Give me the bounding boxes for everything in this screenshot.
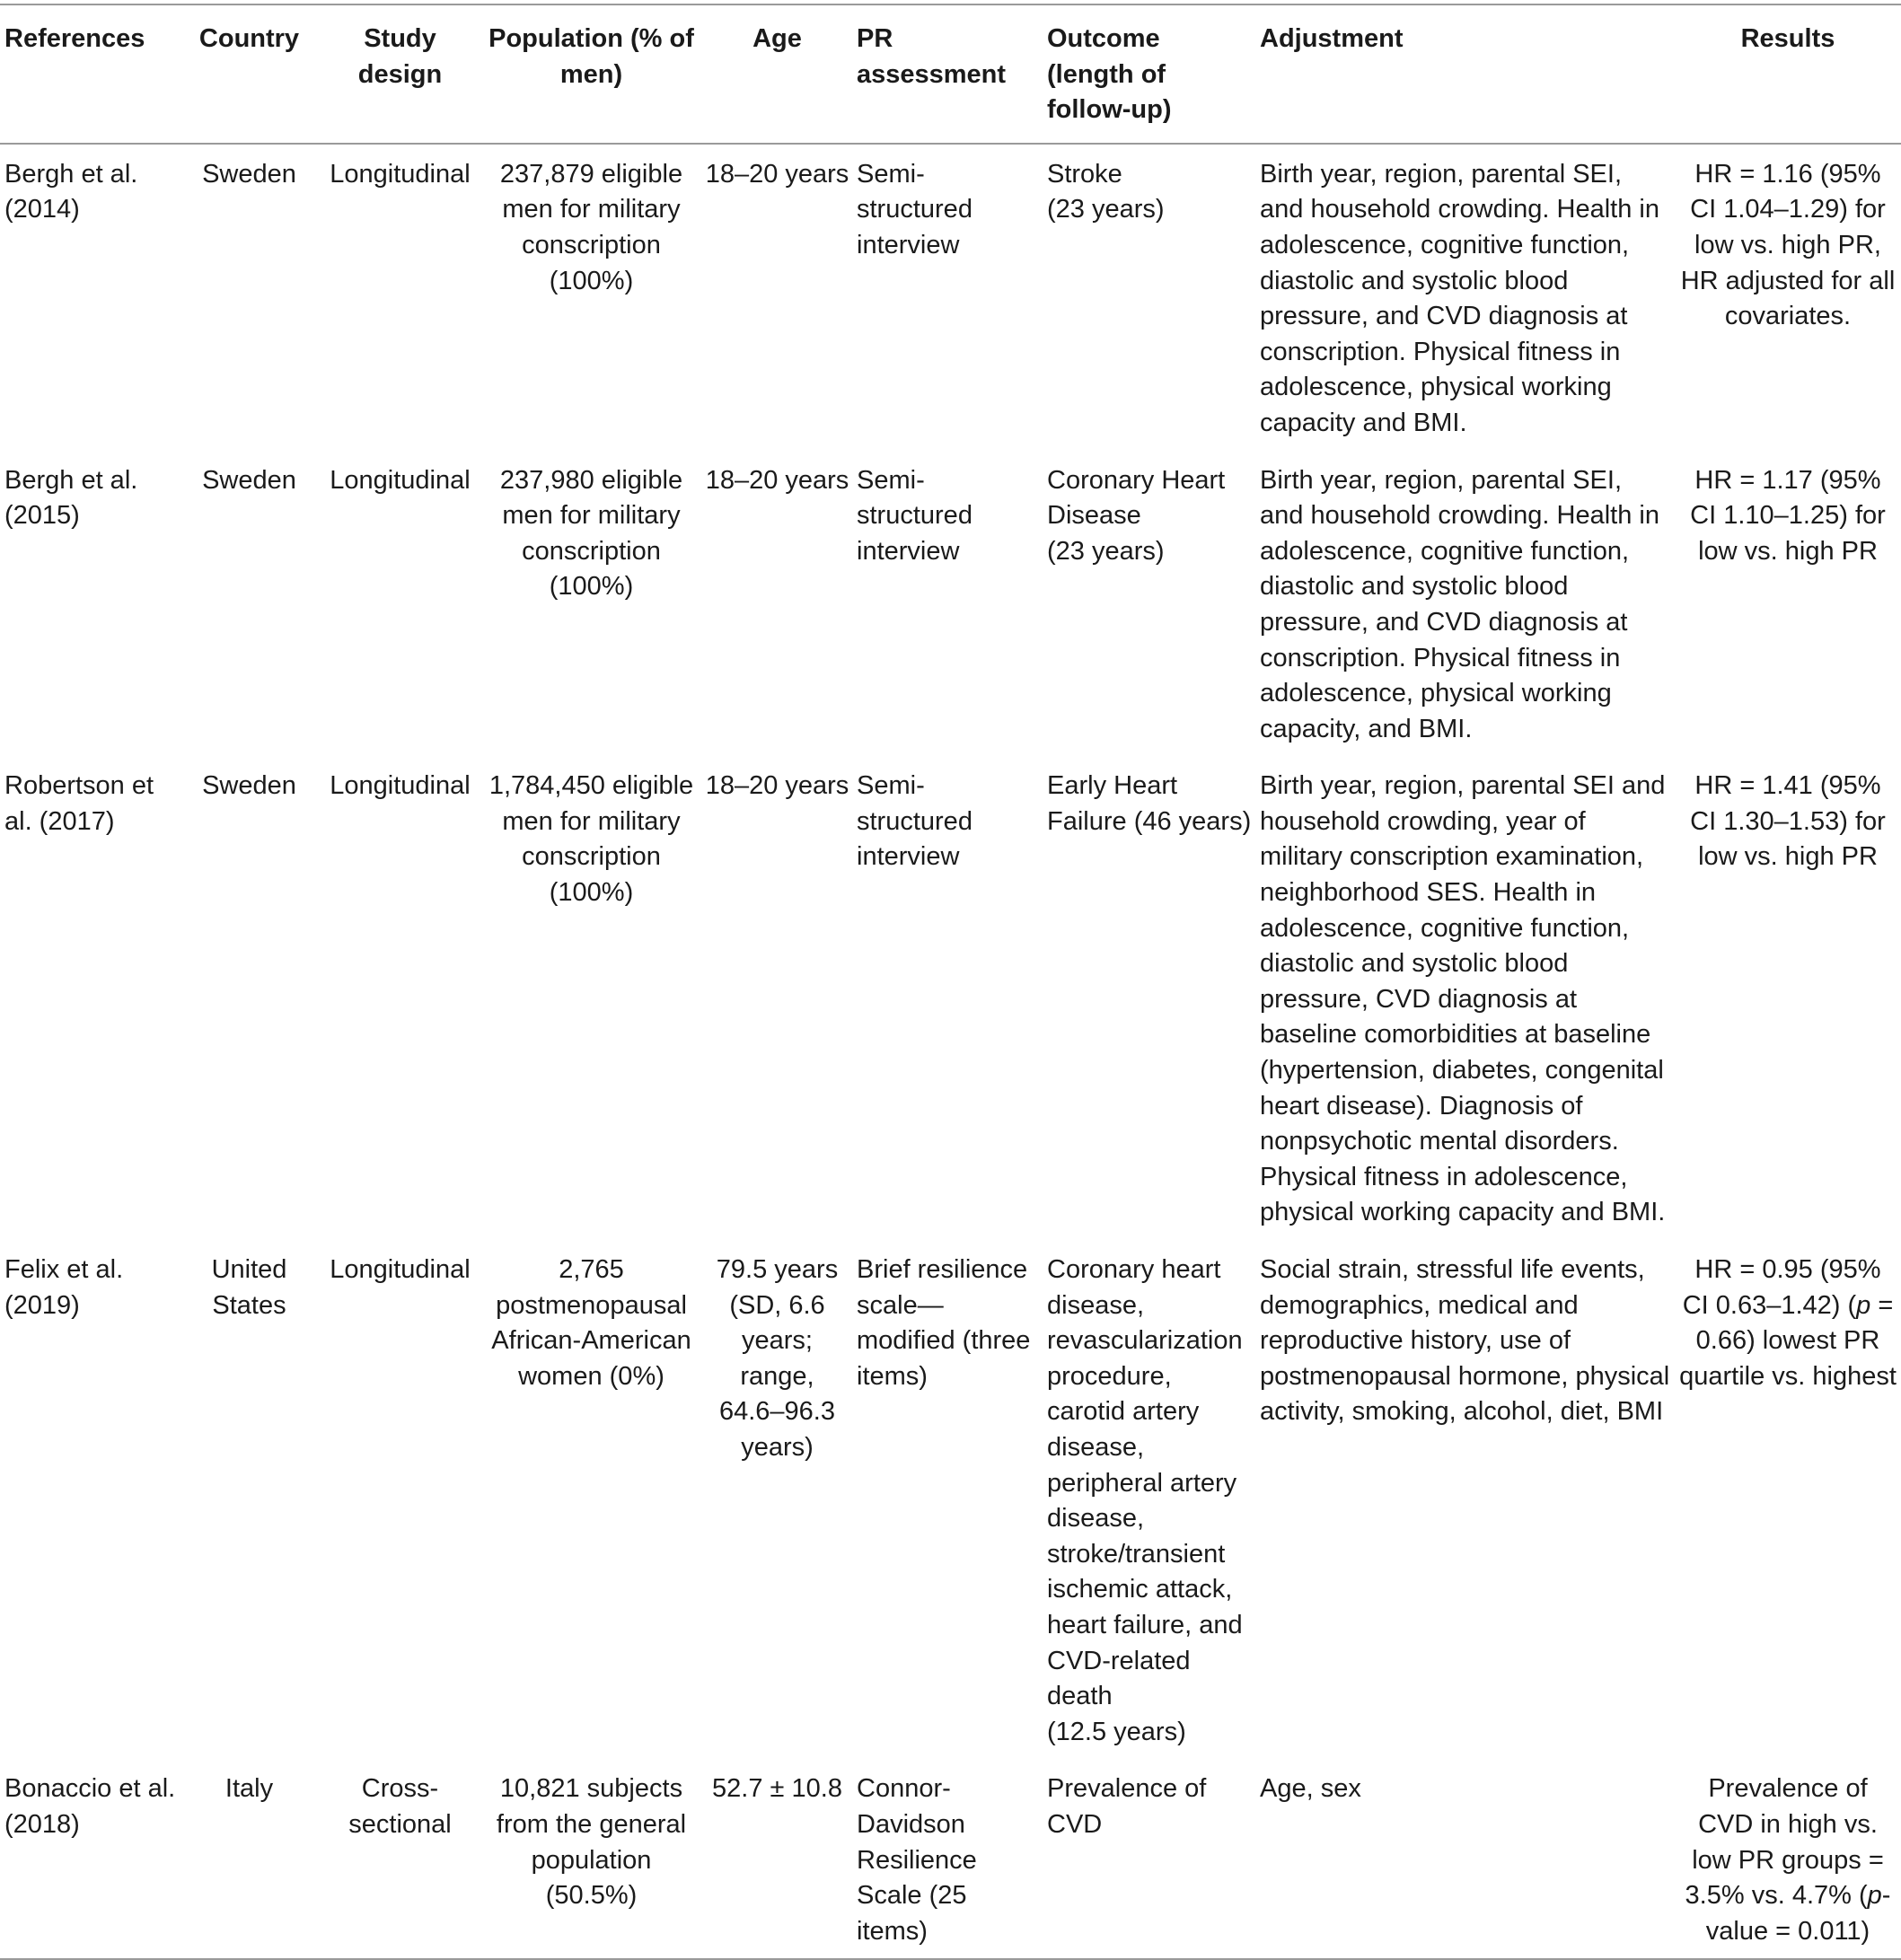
- adjustment-cell: Birth year, region, parental SEI, and household crowding. Health in adolescence, cognitive function, diastolic and systolic blood pressure, and CVD diagnosis at conscription. Physical fitness in adolescence, physical working capacity, and BMI.: [1260, 465, 1659, 743]
- pr-assessment-cell: Connor-Davidson Resilience Scale (25 items): [857, 1774, 977, 1946]
- reference-cell: Bergh et al. (2014): [4, 159, 138, 224]
- country-cell: Sweden: [202, 159, 296, 189]
- outcome-follow-up: (23 years): [1047, 536, 1165, 566]
- header-country: Country: [198, 24, 300, 53]
- header-study-design: Study design: [357, 24, 443, 89]
- outcome-main: Early Heart Failure (46 years): [1047, 771, 1252, 836]
- pr-assessment-cell: Semi-structured interview: [857, 465, 973, 566]
- results-p-symbol: p: [1856, 1290, 1871, 1320]
- country-cell: Italy: [224, 1774, 274, 1804]
- design-cell: Longitudinal: [330, 1255, 471, 1284]
- outcome-main: Prevalence of CVD: [1047, 1774, 1207, 1839]
- reference-cell: Bergh et al. (2015): [4, 465, 138, 531]
- outcome-follow-up: (12.5 years): [1047, 1717, 1186, 1746]
- results-text-post: = 0.66) lowest PR quartile vs. highest: [1679, 1290, 1897, 1391]
- results-text-pre: Prevalence of CVD in high vs. low PR groups = 3.5% vs. 4.7% (: [1685, 1774, 1884, 1911]
- population-cell: 1,784,450 eligible men for military conscription (100%): [488, 771, 694, 908]
- outcome-cell: [1043, 756, 1256, 1240]
- results-cell: HR = 1.16 (95% CI 1.04–1.29) for low vs. high PR, HR adjusted for all covariates.: [1680, 159, 1896, 331]
- header-row: [0, 4, 1901, 144]
- population-cell: 10,821 subjects from the general population (50.5%): [496, 1774, 687, 1911]
- population-cell: 2,765 postmenopausal African-American women (0%): [491, 1255, 691, 1391]
- country-cell: United States: [211, 1255, 287, 1320]
- header-results: Results: [1740, 24, 1835, 53]
- outcome-main: Stroke: [1047, 159, 1122, 189]
- pr-assessment-cell: Semi-structured interview: [857, 771, 973, 872]
- design-cell: Longitudinal: [330, 771, 471, 801]
- header-pr-assessment: PR assessment: [857, 24, 1007, 89]
- outcome-cell: [1043, 144, 1256, 451]
- header-age: Age: [752, 24, 802, 53]
- country-cell: Sweden: [202, 465, 296, 495]
- results-p-symbol: p: [1867, 1881, 1882, 1911]
- age-cell: 18–20 years: [705, 159, 849, 189]
- outcome-main: Coronary Heart Disease: [1047, 465, 1226, 531]
- results-cell: HR = 1.41 (95% CI 1.30–1.53) for low vs. high PR: [1690, 771, 1886, 872]
- age-cell: 79.5 years (SD, 6.6 years; range, 64.6–96.3 years): [716, 1255, 839, 1462]
- adjustment-cell: Birth year, region, parental SEI and household crowding, year of military conscription examination, neighborhood SES. Health in adolescence, cognitive function, diastolic and systolic blood pressure, CVD diagnosis at baseline comorbidities at baseline (hypertension, diabetes, congenital heart disease). Diagnosis of nonpsychotic mental disorders. Physical fitness in adolescence, physical working capacity and BMI.: [1260, 771, 1666, 1227]
- outcome-main: Coronary heart disease, revascularization procedure, carotid artery disease, peripheral artery disease, stroke/transient ischemic attack, heart failure, and CVD-related death: [1047, 1255, 1243, 1711]
- adjustment-cell: Age, sex: [1260, 1774, 1361, 1804]
- design-cell: Longitudinal: [330, 159, 471, 189]
- header-population: Population (% of men): [488, 24, 694, 89]
- age-cell: 18–20 years: [705, 771, 849, 801]
- table-row: [0, 144, 1901, 451]
- study-table: [0, 4, 1901, 1960]
- pr-assessment-cell: Brief resilience scale—modified (three items): [857, 1255, 1031, 1391]
- design-cell: Longitudinal: [330, 465, 471, 495]
- table-row: [0, 1240, 1901, 1759]
- results-text-post: -value = 0.011): [1705, 1881, 1891, 1946]
- population-cell: 237,980 eligible men for military conscription (100%): [499, 465, 683, 602]
- table-row: [0, 756, 1901, 1240]
- header-outcome: Outcome (length of follow-up): [1047, 24, 1172, 125]
- results-cell: [1675, 1240, 1901, 1759]
- table-row: [0, 1759, 1901, 1959]
- outcome-cell: [1043, 1240, 1256, 1759]
- results-text-pre: HR = 0.95 (95% CI 0.63–1.42) (: [1682, 1255, 1881, 1320]
- design-cell: Cross-sectional: [348, 1774, 452, 1839]
- outcome-cell: [1043, 451, 1256, 757]
- population-cell: 237,879 eligible men for military conscription (100%): [499, 159, 683, 295]
- outcome-follow-up: (23 years): [1047, 195, 1165, 224]
- reference-cell: Bonaccio et al. (2018): [4, 1774, 176, 1839]
- reference-cell: Robertson et al. (2017): [4, 771, 154, 836]
- results-cell: [1675, 1759, 1901, 1959]
- header-adjustment: Adjustment: [1260, 24, 1404, 53]
- country-cell: Sweden: [202, 771, 296, 801]
- outcome-cell: [1043, 1759, 1256, 1959]
- reference-cell: Felix et al. (2019): [4, 1255, 124, 1320]
- adjustment-cell: Social strain, stressful life events, demographics, medical and reproductive history, use of postmenopausal hormone, physical activity, smoking, alcohol, diet, BMI: [1260, 1255, 1670, 1427]
- header-references: References: [4, 24, 145, 53]
- age-cell: 52.7 ± 10.8: [712, 1774, 842, 1804]
- pr-assessment-cell: Semi-structured interview: [857, 159, 973, 259]
- table-row: [0, 451, 1901, 757]
- adjustment-cell: Birth year, region, parental SEI, and household crowding. Health in adolescence, cognitive function, diastolic and systolic blood pressure, and CVD diagnosis at conscription. Physical fitness in adolescence, physical working capacity and BMI.: [1260, 159, 1659, 437]
- results-cell: HR = 1.17 (95% CI 1.10–1.25) for low vs. high PR: [1690, 465, 1886, 566]
- age-cell: 18–20 years: [705, 465, 849, 495]
